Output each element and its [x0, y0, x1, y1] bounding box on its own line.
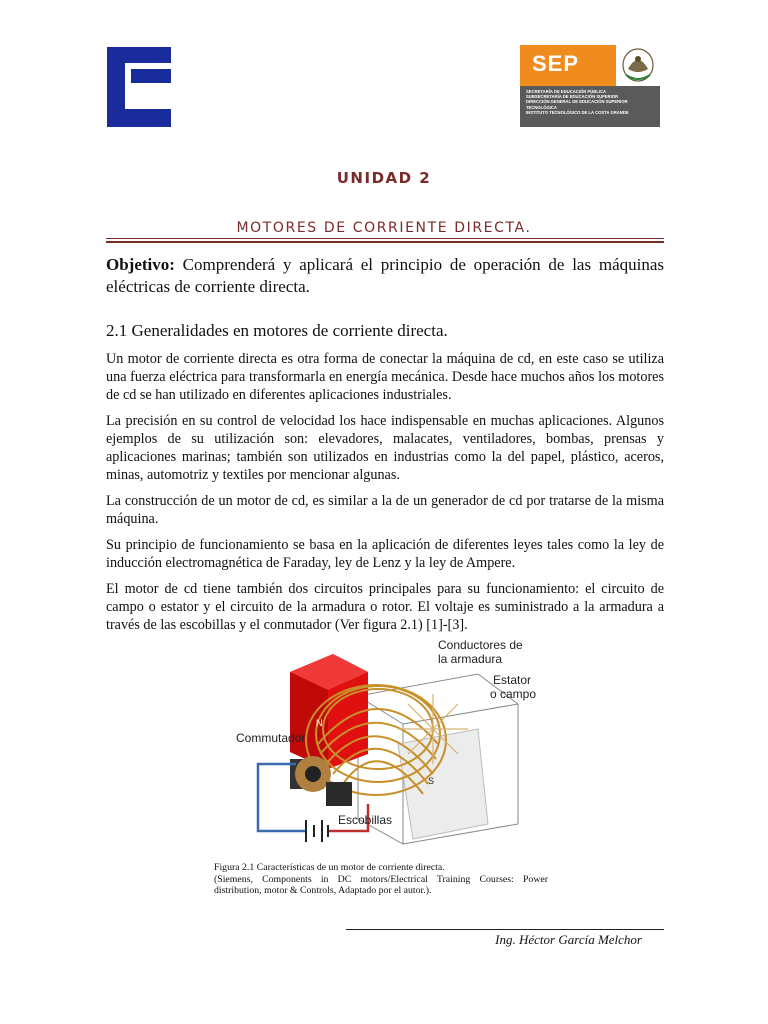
caption-title: Figura 2.1 Características de un motor de corriente directa. [214, 862, 445, 873]
sep-logo: SEP SECRETARÍA DE EDUCACIÓN PÚBLICA SUBSECRETARÍA DE EDUCACIÓN SUPERIOR DIRECCIÓN GENERAL DE EDUCACIÓN SUPERIOR TECNOLÓGICA INSTITUTO TECNOLÓGICO DE LA COSTA GRANDE [520, 45, 660, 127]
label-estator-1: Estator [493, 673, 532, 687]
rotor [398, 694, 468, 764]
objective-text: Comprenderá y aplicará el principio de operación de las máquinas eléctricas de corriente directa. [106, 255, 664, 296]
paragraph: La construcción de un motor de cd, es similar a la de un generador de cd por tratarse de la misma máquina. [106, 493, 664, 527]
label-pole-s: S [428, 776, 435, 786]
section-heading: 2.1 Generalidades en motores de corriente directa. [106, 321, 448, 340]
footer-author: Ing. Héctor García Melchor [495, 932, 642, 947]
paragraph: Su principio de funcionamiento se basa en la aplicación de diferentes leyes tales como la ley de inducción electromagnética de Faraday, ley de Lenz y la ley de Ampere. [106, 537, 664, 571]
figure-caption [214, 862, 548, 897]
dc-motor-figure [228, 634, 538, 856]
title-rule-thick [106, 241, 664, 243]
sep-line-1: SECRETARÍA DE EDUCACIÓN PÚBLICA [526, 89, 607, 94]
label-pole-n: N [316, 718, 323, 728]
label-conductores-1: Conductores de [438, 638, 523, 652]
paragraph: El motor de cd tiene también dos circuitos principales para su funcionamiento: el circuito de campo o estator y el circuito de la armadura o rotor. El voltaje es suministrado a la armadura a través de las escobillas y el conmutador (Ver figura 2.1) [1]-[3]. [106, 581, 664, 633]
unit-title: UNIDAD 2 [336, 169, 432, 187]
institute-logo [107, 47, 171, 127]
footer-rule [346, 929, 664, 930]
sep-line-4: INSTITUTO TECNOLÓGICO DE LA COSTA GRANDE [526, 109, 629, 115]
label-escobillas: Escobillas [338, 813, 393, 827]
chapter-subtitle: MOTORES DE CORRIENTE DIRECTA. [236, 220, 532, 236]
objective-label: Objetivo: [106, 255, 175, 274]
label-estator-2: o campo [490, 687, 537, 701]
objective [106, 254, 664, 298]
title-rule [106, 238, 664, 239]
paragraph: La precisión en su control de velocidad los hace indispensable en muchas aplicaciones. Algunos ejemplos de su utilización son: elevadores, malacates, ventiladores, bombas, prensas y aplicaciones marinas; también son utilizados en industrias como la del papel, plástico, aceros, minas, automotriz y textiles por mencionar algunas. [106, 413, 664, 483]
caption-source: (Siemens, Components in DC motors/Electrical Training Courses: Power distribution, motor & Controls, Adaptado por el autor.). [214, 873, 548, 896]
sep-line-3: DIRECCIÓN GENERAL DE EDUCACIÓN SUPERIOR TECNOLÓGICA [526, 99, 628, 110]
battery-icon [306, 820, 328, 842]
paragraph: Un motor de corriente directa es otra forma de conectar la máquina de cd, en este caso se utiliza una fuerza eléctrica para transformarla en energía mecánica. Desde hace muchos años los motores de cd se han utilizado en diferentes aplicaciones industriales. [106, 351, 664, 403]
label-conductores-2: la armadura [438, 652, 503, 666]
sep-line-2: SUBSECRETARÍA DE EDUCACIÓN SUPERIOR [526, 94, 619, 100]
mexico-seal-icon [616, 45, 660, 86]
magnet-south [398, 729, 488, 839]
label-commutador: Commutador [236, 731, 306, 745]
